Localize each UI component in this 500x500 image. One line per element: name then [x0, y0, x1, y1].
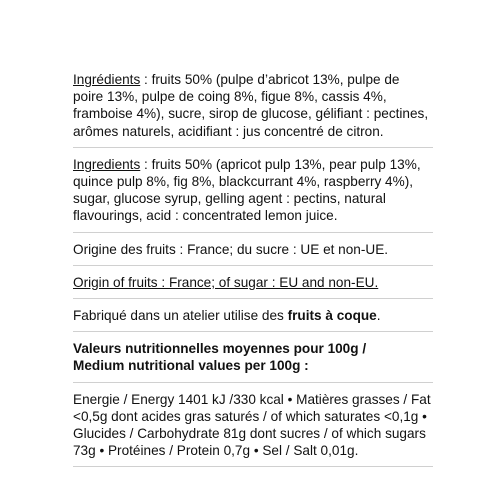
- divider: [73, 147, 433, 148]
- ingredients-en-text: : fruits 50% (apricot pulp 13%, pear pulp 13%, quince pulp 8%, fig 8%, blackcurrant 4%, raspberry 4%), sugar, glucose syrup, gelling agent : pectins, natural flavourings, acid : concentrated lemon juice.: [73, 156, 421, 224]
- origin-fr: Origine des fruits : France; du sucre : UE et non-UE.: [73, 241, 389, 257]
- ingredients-fr-text: : fruits 50% (pulpe d’abricot 13%, pulpe de poire 13%, pulpe de coing 8%, figue 8%, cassis 4%, framboise 4%), sucre, sirop de glucose, gélifiant : pectines, arômes naturels, acidifiant : jus concentré de citron.: [73, 72, 429, 139]
- divider: [73, 382, 433, 383]
- ingredients-en-paragraph: [73, 156, 433, 225]
- allergen-bold: fruits à coque: [287, 308, 377, 324]
- divider: [73, 298, 433, 299]
- divider: [73, 232, 433, 233]
- ingredients-fr-paragraph: [73, 71, 433, 140]
- divider: [73, 265, 433, 266]
- nutrition-heading-fr: Valeurs nutritionnelles moyennes pour 100g /: [73, 341, 367, 357]
- divider: [73, 466, 433, 467]
- allergen-prefix: Fabriqué dans un atelier utilise des: [73, 308, 288, 324]
- divider: [73, 331, 433, 332]
- nutrition-values: Energie / Energy 1401 kJ /330 kcal • Matières grasses / Fat <0,5g dont acides gras saturés / of which saturates <0,1g • Glucides / Carbohydrate 81g dont sucres / of which sugars 73g • Protéines / Protein 0,7g • Sel / Salt 0,01g.: [73, 391, 431, 459]
- origin-en: Origin of fruits : France; of sugar : EU and non-EU.: [73, 274, 379, 290]
- nutrition-heading-en: Medium nutritional values per 100g :: [73, 358, 309, 374]
- allergen-suffix: .: [376, 308, 381, 324]
- ingredients-en-label: Ingredients: [73, 156, 141, 172]
- product-label-text: [73, 71, 433, 475]
- ingredients-fr-label: Ingrédients: [73, 72, 141, 87]
- allergen-statement: [73, 307, 433, 324]
